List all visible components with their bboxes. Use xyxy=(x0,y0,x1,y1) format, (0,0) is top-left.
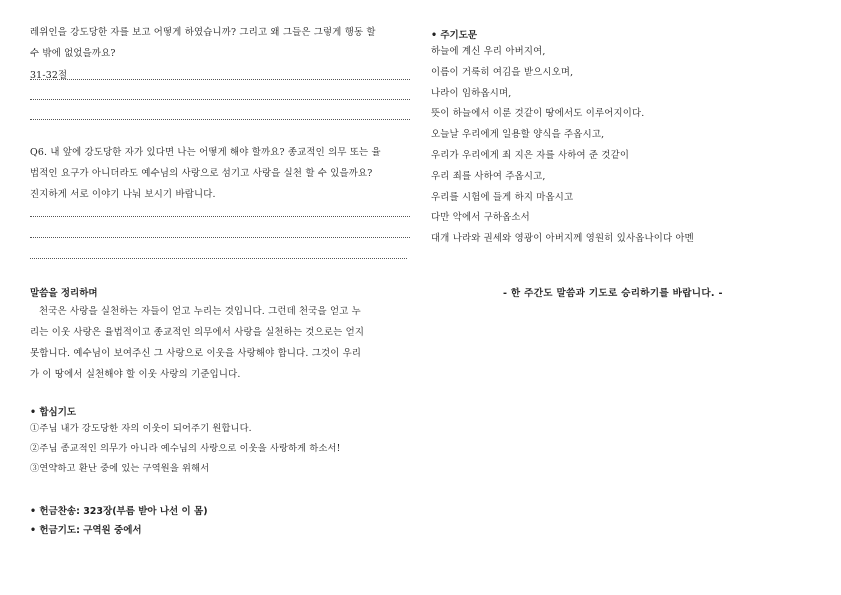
q6-line: 진지하게 서로 이야기 나눠 보시기 바랍니다. xyxy=(30,189,216,200)
prayer-item: ②주님 종교적인 의무가 아니라 예수님의 사랑으로 이웃을 사랑하게 하소서! xyxy=(30,443,341,454)
summary-line: 천국은 사랑을 실천하는 자들이 얻고 누리는 것입니다. 그런데 천국을 얻고 누 xyxy=(39,306,361,317)
summary-body xyxy=(30,301,410,385)
lords-prayer-body xyxy=(431,42,811,250)
lords-prayer-line: 다만 악에서 구하옵소서 xyxy=(431,212,530,224)
lords-prayer-line: 우리 죄를 사하여 주옵시고, xyxy=(431,170,546,182)
q5-line: 수 밖에 없었을까요? xyxy=(30,48,116,59)
closing-message: - 한 주간도 말씀과 기도로 승리하기를 바랍니다. - xyxy=(503,288,723,299)
prayer-item: ①주님 내가 강도당한 자의 이웃이 되어주기 원합니다. xyxy=(30,423,252,434)
lords-prayer-line: 이름이 거룩히 여김을 받으시오며, xyxy=(431,66,574,78)
prayer-list xyxy=(30,419,410,479)
summary-line: 못합니다. 예수님이 보여주신 그 사랑으로 이웃을 사랑해야 합니다. 그것이 우리 xyxy=(30,348,362,359)
prayer-title: • 합심기도 xyxy=(30,407,77,418)
lords-prayer-line: 나라이 임하옵시며, xyxy=(431,87,512,99)
lords-prayer-line: 대개 나라와 권세와 영광이 아버지께 영원히 있사옵나이다 아멘 xyxy=(431,233,694,245)
q5-reference: 31-32절 xyxy=(30,70,68,81)
summary-line: 가 이 땅에서 실천해야 할 이웃 사랑의 기준입니다. xyxy=(30,369,241,380)
q5-line: 레위인을 강도당한 자를 보고 어떻게 하였습니까? 그리고 왜 그들은 그렇게 행동 할 xyxy=(30,27,376,38)
prayer-item: ③연약하고 환난 중에 있는 구역원을 위해서 xyxy=(30,463,210,474)
answer-line xyxy=(30,79,410,80)
offering-hymn: • 헌금찬송: 323장(부름 받아 나선 이 몸) xyxy=(30,506,208,517)
question-6 xyxy=(30,142,410,205)
answer-line xyxy=(30,237,410,238)
lords-prayer-line: 우리가 우리에게 죄 지은 자를 사하여 준 것같이 xyxy=(431,149,630,161)
question-5 xyxy=(30,22,410,64)
answer-line xyxy=(30,119,410,120)
q6-line: Q6. 내 앞에 강도당한 자가 있다면 나는 어떻게 해야 할까요? 종교적인 의무 또는 율 xyxy=(30,147,381,158)
lords-prayer-line: 오늘날 우리에게 일용할 양식을 주옵시고, xyxy=(431,129,605,141)
lords-prayer-title: • 주기도문 xyxy=(431,30,478,41)
lords-prayer-line: 우리를 시험에 들게 하지 마옵시고 xyxy=(431,191,574,203)
answer-line xyxy=(30,99,410,100)
summary-line: 리는 이웃 사랑은 율법적이고 종교적인 의무에서 사랑을 실천하는 것으로는 얻지 xyxy=(30,327,365,338)
offering-prayer: • 헌금기도: 구역원 중에서 xyxy=(30,525,142,536)
answer-line xyxy=(30,216,410,217)
q6-line: 법적인 요구가 아니더라도 예수님의 사랑으로 섬기고 사랑을 실천 할 수 있을까요? xyxy=(30,168,373,179)
lords-prayer-line: 뜻이 하늘에서 이룬 것같이 땅에서도 이루어지이다. xyxy=(431,108,645,120)
lords-prayer-line: 하늘에 계신 우리 아버지여, xyxy=(431,46,546,57)
summary-title: 말씀을 정리하며 xyxy=(30,288,98,299)
answer-line xyxy=(30,258,407,259)
